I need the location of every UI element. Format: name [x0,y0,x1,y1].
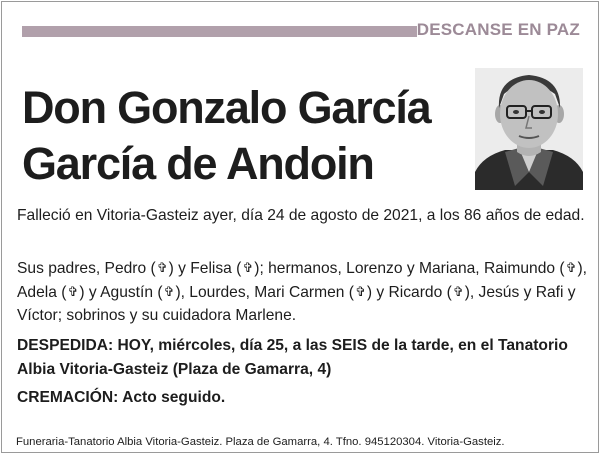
family-text: ); hermanos, Lorenzo y Mariana, Raimundo ( [254,260,565,277]
family-list [17,257,587,328]
family-text: ), Adela ( [17,260,588,301]
portrait-photo [475,68,583,190]
cross-icon: ✞ [67,283,79,299]
family-text: ) y Felisa ( [168,260,242,277]
family-text: Sus padres, Pedro ( [17,260,156,277]
portrait-illustration [475,68,583,190]
family-text: ), Lourdes, Mari Carmen ( [175,283,354,301]
cross-icon: ✞ [354,283,366,299]
header-bar [22,26,417,37]
family-text: ) y Agustín ( [79,283,163,301]
cross-icon: ✞ [565,260,577,275]
header-tag: DESCANSE EN PAZ [416,20,580,39]
farewell-details: DESPEDIDA: HOY, miércoles, día 25, a las SEIS de la tarde, en el Tanatorio Albia Vitoria-Gasteiz (Plaza de Gamarra, 4) [17,337,568,378]
deceased-name-line2: García de Andoin [22,138,374,189]
cross-icon: ✞ [156,260,168,275]
family-text: ), Jesús y Rafi y Víctor; sobrinos y su cuidadora Marlene. [17,283,576,324]
death-notice: Falleció en Vitoria-Gasteiz ayer, día 24 de agosto de 2021, a los 86 años de edad. [17,207,585,224]
cremation-details: CREMACIÓN: Acto seguido. [17,389,226,406]
obituary-notice [1,1,599,453]
deceased-name-line1: Don Gonzalo García [22,82,431,133]
funeral-home-footer: Funeraria-Tanatorio Albia Vitoria-Gasteiz. Plaza de Gamarra, 4. Tfno. 945120304. Vitoria-Gasteiz. [16,436,505,448]
deceased-name [22,80,467,192]
family-text: ) y Ricardo ( [366,283,452,301]
cross-icon: ✞ [452,283,464,299]
cross-icon: ✞ [163,283,175,299]
cross-icon: ✞ [242,260,254,275]
